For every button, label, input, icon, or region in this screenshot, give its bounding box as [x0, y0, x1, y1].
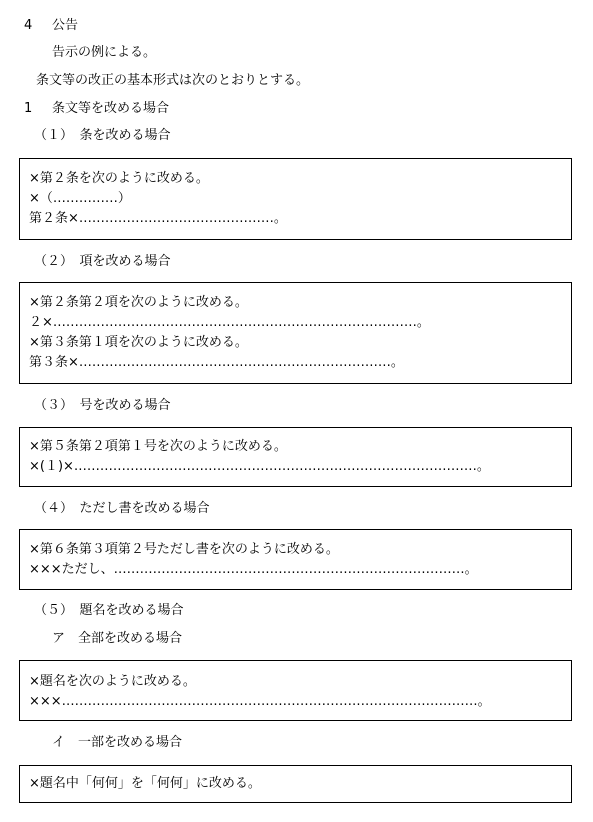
- box-line: ×(１)×…………………………………………………………………………………。: [29, 459, 490, 474]
- case-heading-4: （４） ただし書を改める場合: [34, 501, 210, 516]
- example-box-4: [19, 529, 572, 590]
- case-heading-3: （３） 号を改める場合: [34, 398, 171, 413]
- example-box-5i: [19, 765, 572, 803]
- box-line: ×第６条第３項第２号ただし書を次のように改める。: [29, 542, 339, 557]
- intro-line-2: 条文等の改正の基本形式は次のとおりとする。: [36, 73, 310, 88]
- example-box-5a: [19, 660, 572, 721]
- intro-line-1: 告示の例による。: [52, 45, 157, 60]
- box-line: 第２条×………………………………………。: [29, 211, 287, 226]
- case-heading-5: （５） 題名を改める場合: [34, 603, 184, 618]
- example-box-1: [19, 158, 572, 240]
- case-heading-2: （２） 項を改める場合: [34, 254, 171, 269]
- case-subheading-a: ア 全部を改める場合: [52, 631, 183, 646]
- box-line: ×第２条を次のように改める。: [29, 171, 209, 186]
- box-line: ×題名中「何何」を「何何」に改める。: [29, 776, 261, 791]
- box-line: 第３条×………………………………………………………………。: [29, 355, 404, 370]
- example-box-3: [19, 427, 572, 487]
- example-box-2: [19, 282, 572, 384]
- section-title: 公告: [52, 18, 79, 33]
- section-number: 4: [24, 18, 33, 33]
- box-line: ×第３条第１項を次のように改める。: [29, 335, 248, 350]
- case-subheading-i: イ 一部を改める場合: [52, 735, 183, 750]
- box-line: ×第２条第２項を次のように改める。: [29, 295, 248, 310]
- box-line: ×××……………………………………………………………………………………。: [29, 694, 491, 709]
- box-line: ２×…………………………………………………………………………。: [29, 315, 430, 330]
- case-heading-1: （１） 条を改める場合: [34, 128, 171, 143]
- box-line: ×（……………）: [29, 191, 131, 206]
- box-line: ×××ただし、………………………………………………………………………。: [29, 562, 478, 577]
- box-line: ×題名を次のように改める。: [29, 674, 196, 689]
- box-line: ×第５条第２項第１号を次のように改める。: [29, 439, 287, 454]
- subsection-number: 1: [24, 101, 33, 116]
- subsection-title: 条文等を改める場合: [52, 101, 170, 116]
